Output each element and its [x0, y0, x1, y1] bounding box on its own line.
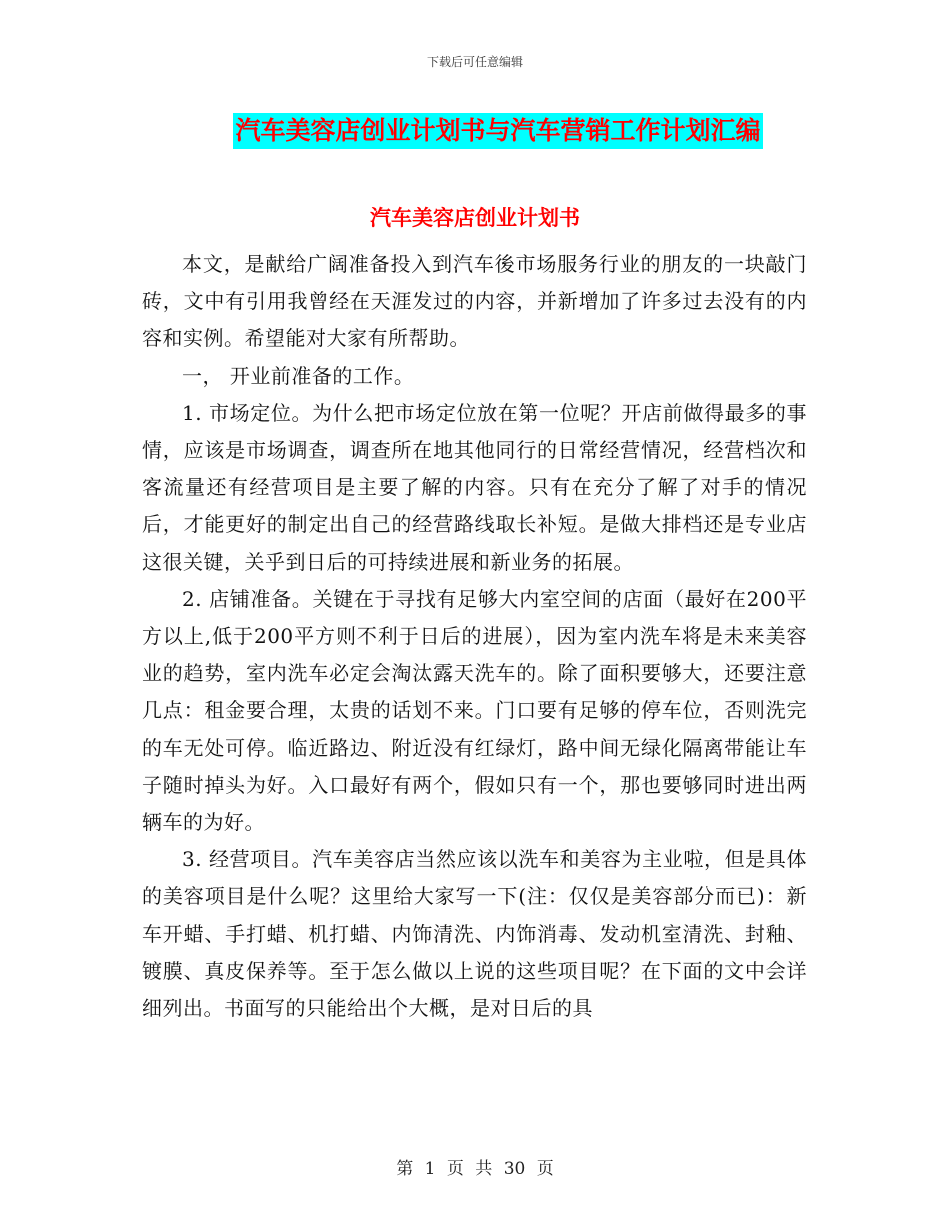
header-note: 下载后可任意编辑 [426, 55, 523, 69]
document-body [142, 246, 807, 1027]
paragraph-intro: 本文，是献给广阔准备投入到汽车後市场服务行业的朋友的一块敲门砖，文中有引用我曾经在天涯发过的内容，并新增加了许多过去没有的内容和实例。希望能对大家有所帮助。 [142, 252, 807, 351]
document-title-container [0, 113, 950, 149]
paragraph-heading-preparation: 一， 开业前准备的工作。 [182, 363, 415, 388]
paragraph-market-positioning: 1. 市场定位。为什么把市场定位放在第一位呢？开店前做得最多的事情，应该是市场调查，调查所在地其他同行的日常经营情况，经营档次和客流量还有经营项目是主要了解的内容。只有在充分了解了对手的情况后，才能更好的制定出自己的经营路线取长补短。是做大排档还是专业店这很关键，关乎到日后的可持续进展和新业务的拓展。 [142, 400, 807, 574]
paragraph-store-preparation: 2. 店铺准备。关键在于寻找有足够大内室空间的店面（最好在200平方以上,低于200平方则不利于日后的进展），因为室内洗车将是未来美容业的趋势，室内洗车必定会淘汰露天洗车的。除了面积要够大，还要注意几点：租金要合理，太贵的话划不来。门口要有足够的停车位，否则洗完的车无处可停。临近路边、附近没有红绿灯，路中间无绿化隔离带能让车子随时掉头为好。入口最好有两个，假如只有一个，那也要够同时进出两辆车的为好。 [142, 586, 807, 835]
paragraph-business-items: 3. 经营项目。汽车美容店当然应该以洗车和美容为主业啦，但是具体的美容项目是什么呢？这里给大家写一下(注：仅仅是美容部分而已)：新车开蜡、手打蜡、机打蜡、内饰清洗、内饰消毒、发动机室清洗、封釉、镀膜、真皮保养等。至于怎么做以上说的这些项目呢？在下面的文中会详细列出。书面写的只能给出个大概，是对日后的具 [142, 847, 807, 1021]
section-title: 汽车美容店创业计划书 [370, 205, 580, 230]
document-title: 汽车美容店创业计划书与汽车营销工作计划汇编 [233, 113, 762, 149]
page-footer: 第 1 页 共 30 页 [396, 1159, 554, 1179]
